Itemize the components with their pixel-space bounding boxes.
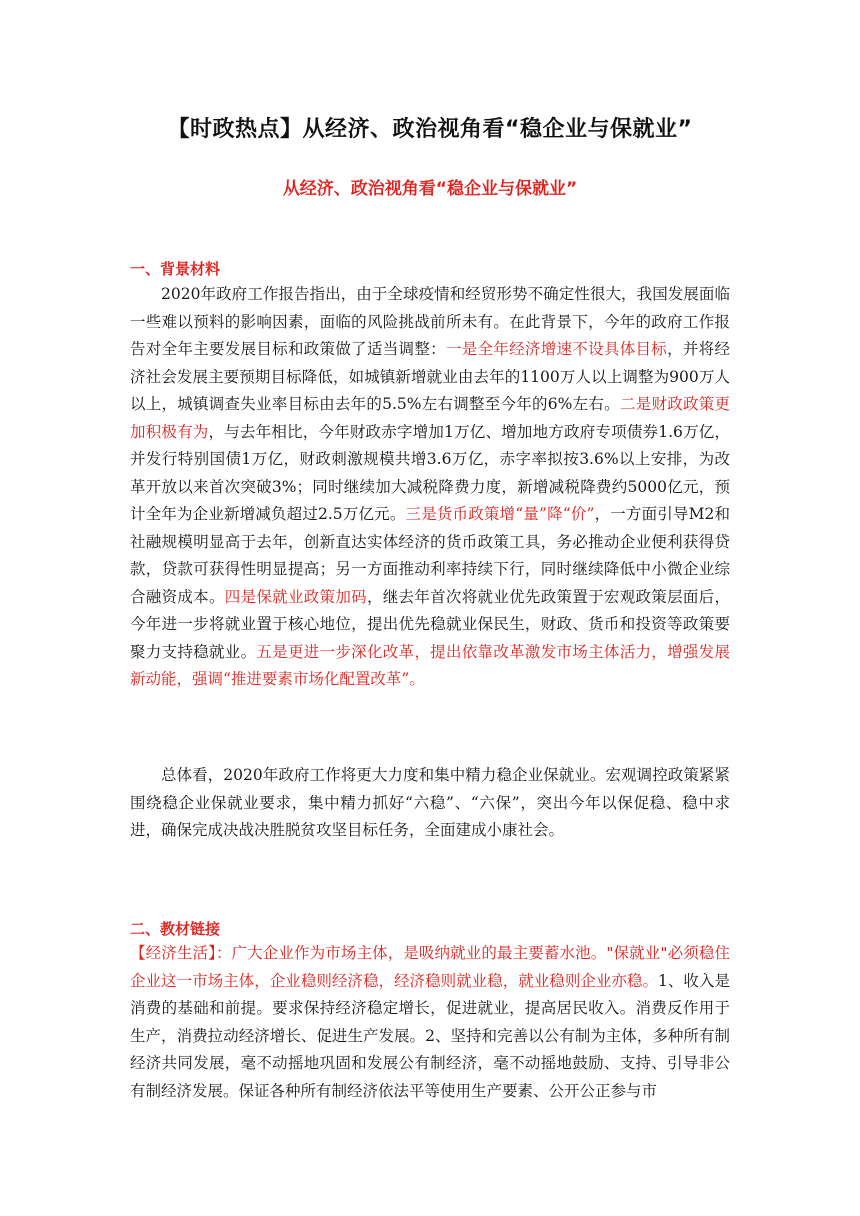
highlight-text: 【经济生活】：广大企业作为市场主体，是吸纳就业的最主要蓄水池。"保就业"必须稳住企业这一市场主体，企业稳则经济稳，经济稳则就业稳，就业稳则企业亦稳。 [130, 944, 730, 990]
text-run: ，一方面引导M2和社融规模明显高于去年，创新直达实体经济的货币政策工具，务必推动企业便利获得贷款，贷款可获得性明显提高；另一方面推动利率持续下行，同时继续降低中小微企业综合融资成本。 [130, 505, 731, 606]
document-subtitle: 从经济、政治视角看“稳企业与保就业” [282, 179, 578, 199]
text-run: ，并将经济社会发展主要预期目标降低，如城镇新增就业由去年的1100万人以上调整为900万人以上，城镇调查失业率目标由去年的5.5%左右调整至今年的6%左右。 [130, 340, 730, 413]
text-run: ，继去年首次将就业优先政策置于宏观政策层面后，今年进一步将就业置于核心地位，提出优先稳就业保民生，财政、货币和投资等政策要聚力支持稳就业。 [130, 587, 730, 661]
highlight-text: 四是保就业政策加码 [224, 587, 367, 606]
section-heading-background: 一、背景材料 [130, 260, 221, 278]
textbook-paragraph-1 [130, 940, 730, 1105]
document-title: 【时政热点】从经济、政治视角看“稳企业与保就业” [167, 117, 693, 142]
highlight-text: 五是更进一步深化改革，提出依靠改革激发市场主体活力，增强发展新动能，强调“推进要素市场化配置改革”。 [130, 642, 730, 688]
text-run: ，与去年相比，今年财政赤字增加1万亿、增加地方政府专项债券1.6万亿，并发行特别国债1万亿，财政刺激规模共增3.6万亿，赤字率拟按3.6%以上安排，为改革开放以来首次突破3%；同时继续加大减税降费力度，新增减税降费约5000亿元，预计全年为企业新增减负超过2.5万亿元。 [130, 422, 730, 523]
section-heading-textbook: 二、教材链接 [130, 920, 221, 938]
highlight-text: 三是货币政策增“量”降“价” [405, 505, 595, 523]
highlight-text: 一是全年经济增速不设具体目标 [445, 340, 668, 358]
background-paragraph-2: 总体看，2020年政府工作将更大力度和集中精力稳企业保就业。宏观调控政策紧紧围绕稳企业保就业要求，集中精力抓好“六稳”、“六保”，突出今年以保促稳、稳中求进，确保完成决战决胜脱贫攻坚目标任务，全面建成小康社会。 [130, 766, 730, 839]
text-run: 2020年政府工作报告指出，由于全球疫情和经贸形势不确定性很大，我国发展面临一些难以预料的影响因素，面临的风险挑战前所未有。在此背景下，今年的政府工作报告对全年主要发展目标和政策做了适当调整： [130, 285, 730, 358]
background-paragraph-1 [130, 281, 730, 694]
text-run: 1、收入是消费的基础和前提。要求保持经济稳定增长，促进就业，提高居民收入。消费反作用于生产，消费拉动经济增长、促进生产发展。2、坚持和完善以公有制为主体，多种所有制经济共同发展，毫不动摇地巩固和发展公有制经济，毫不动摇地鼓励、支持、引导非公有制经济发展。保证各种所有制经济依法平等使用生产要素、公开公正参与市 [130, 971, 730, 1100]
highlight-text: 二是财政政策更加积极有为 [130, 395, 730, 441]
